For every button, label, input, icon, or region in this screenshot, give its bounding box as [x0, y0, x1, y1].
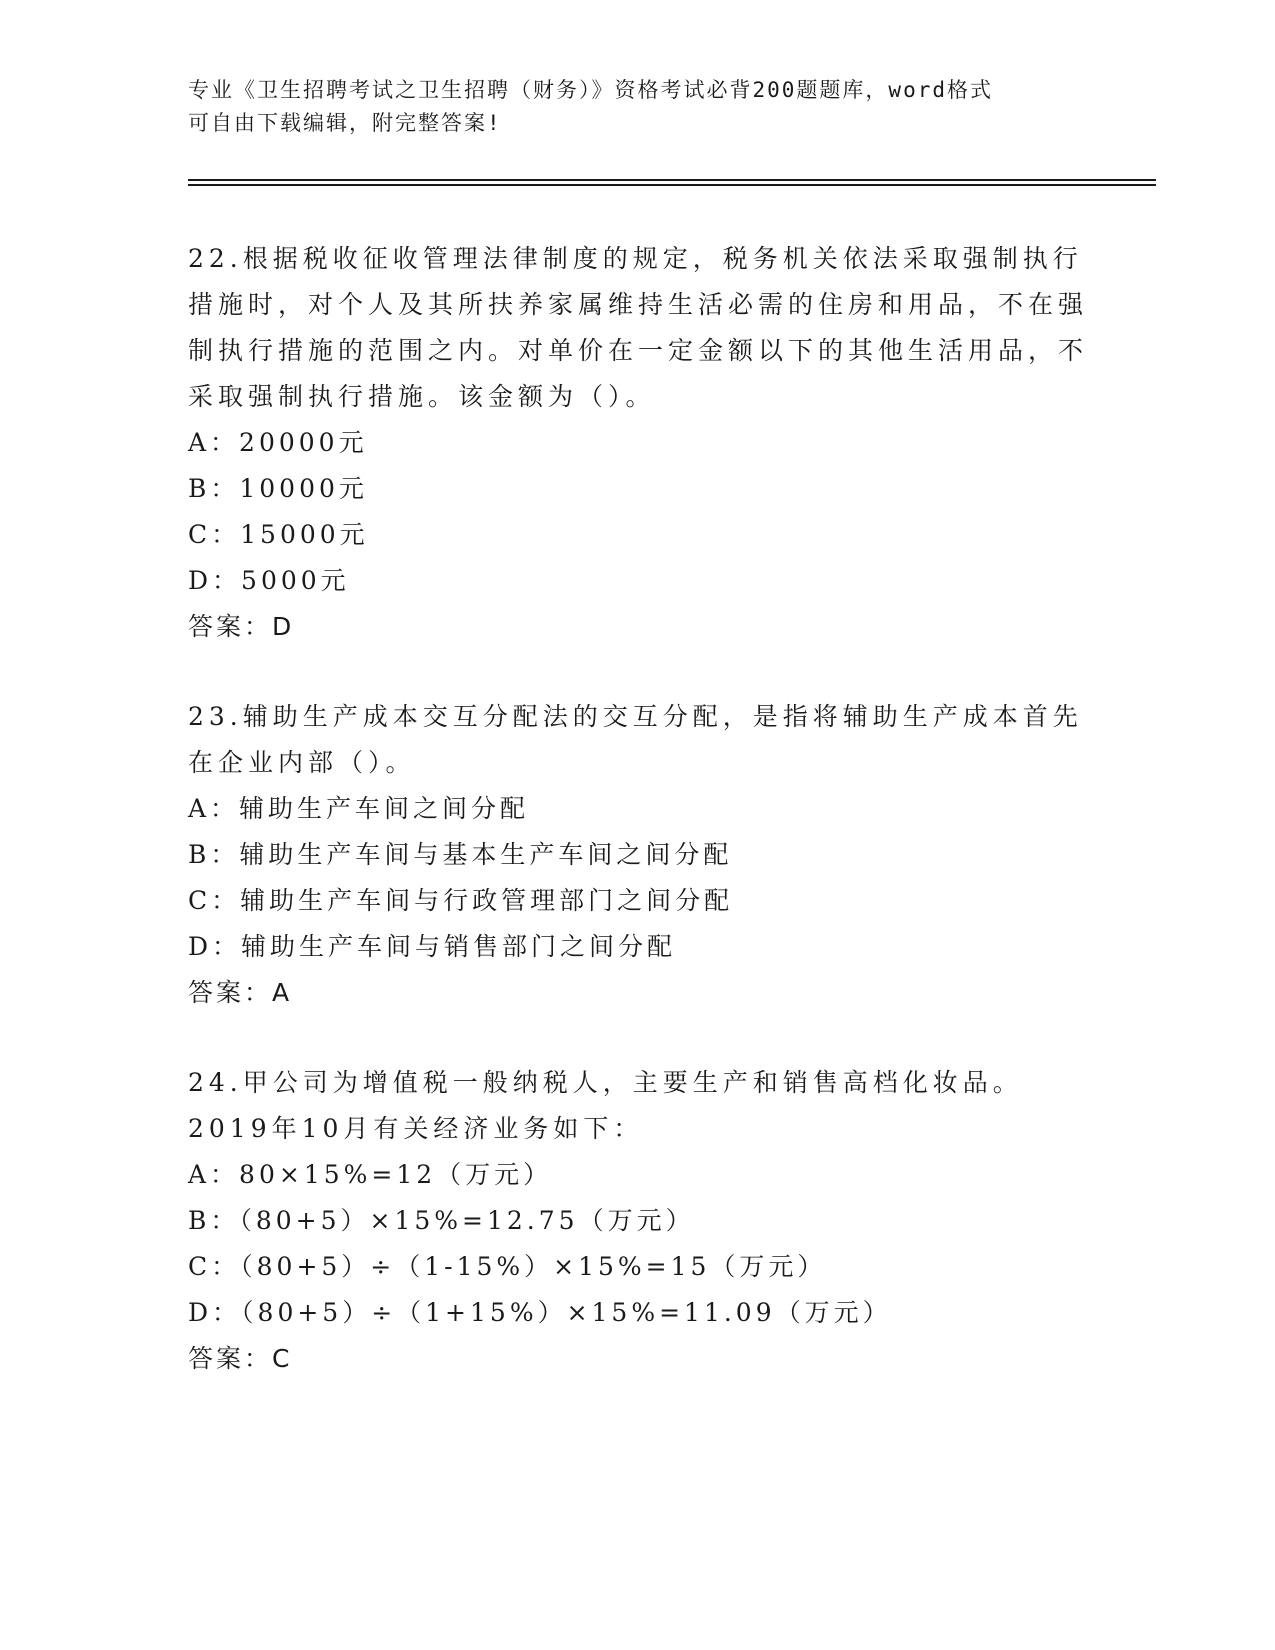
header-divider-bottom: [188, 184, 1156, 186]
question-stem: 24.甲公司为增值税一般纳税人，主要生产和销售高档化妆品。2019年10月有关经济业务如下：: [188, 1068, 1023, 1143]
option-a: A：80×15%=12（万元）: [188, 1160, 553, 1189]
answer-line: 答案：D: [188, 612, 295, 641]
answer-line: 答案：A: [188, 978, 293, 1007]
document-header: [188, 74, 1088, 140]
option-a: A：20000元: [188, 428, 368, 457]
question-23: [188, 694, 1088, 1016]
question-22: [188, 236, 1088, 650]
option-c: C：辅助生产车间与行政管理部门之间分配: [188, 886, 734, 915]
option-b: B：辅助生产车间与基本生产车间之间分配: [188, 840, 733, 869]
option-c: C：15000元: [188, 520, 369, 549]
option-b: B：10000元: [188, 474, 368, 503]
question-24: [188, 1060, 1088, 1382]
option-a: A：辅助生产车间之间分配: [188, 794, 530, 823]
option-d: D：辅助生产车间与销售部门之间分配: [188, 932, 677, 961]
option-d: D：（80+5）÷（1+15%）×15%=11.09（万元）: [188, 1298, 892, 1327]
option-d: D：5000元: [188, 566, 350, 595]
question-stem: 22.根据税收征收管理法律制度的规定，税务机关依法采取强制执行措施时，对个人及其所扶养家属维持生活必需的住房和用品，不在强制执行措施的范围之内。对单价在一定金额以下的其他生活用品，不采取强制执行措施。该金额为（）。: [188, 244, 1089, 411]
header-divider-top: [188, 179, 1156, 181]
header-title-line-1: 专业《卫生招聘考试之卫生招聘（财务）》资格考试必背200题题库，word格式: [188, 78, 993, 102]
answer-line: 答案：C: [188, 1344, 293, 1373]
option-c: C：（80+5）÷（1-15%）×15%=15（万元）: [188, 1252, 827, 1281]
option-b: B：（80+5）×15%=12.75（万元）: [188, 1206, 695, 1235]
question-stem: 23.辅助生产成本交互分配法的交互分配，是指将辅助生产成本首先在企业内部（）。: [188, 702, 1083, 777]
header-title-line-2: 可自由下载编辑，附完整答案!: [188, 111, 502, 135]
